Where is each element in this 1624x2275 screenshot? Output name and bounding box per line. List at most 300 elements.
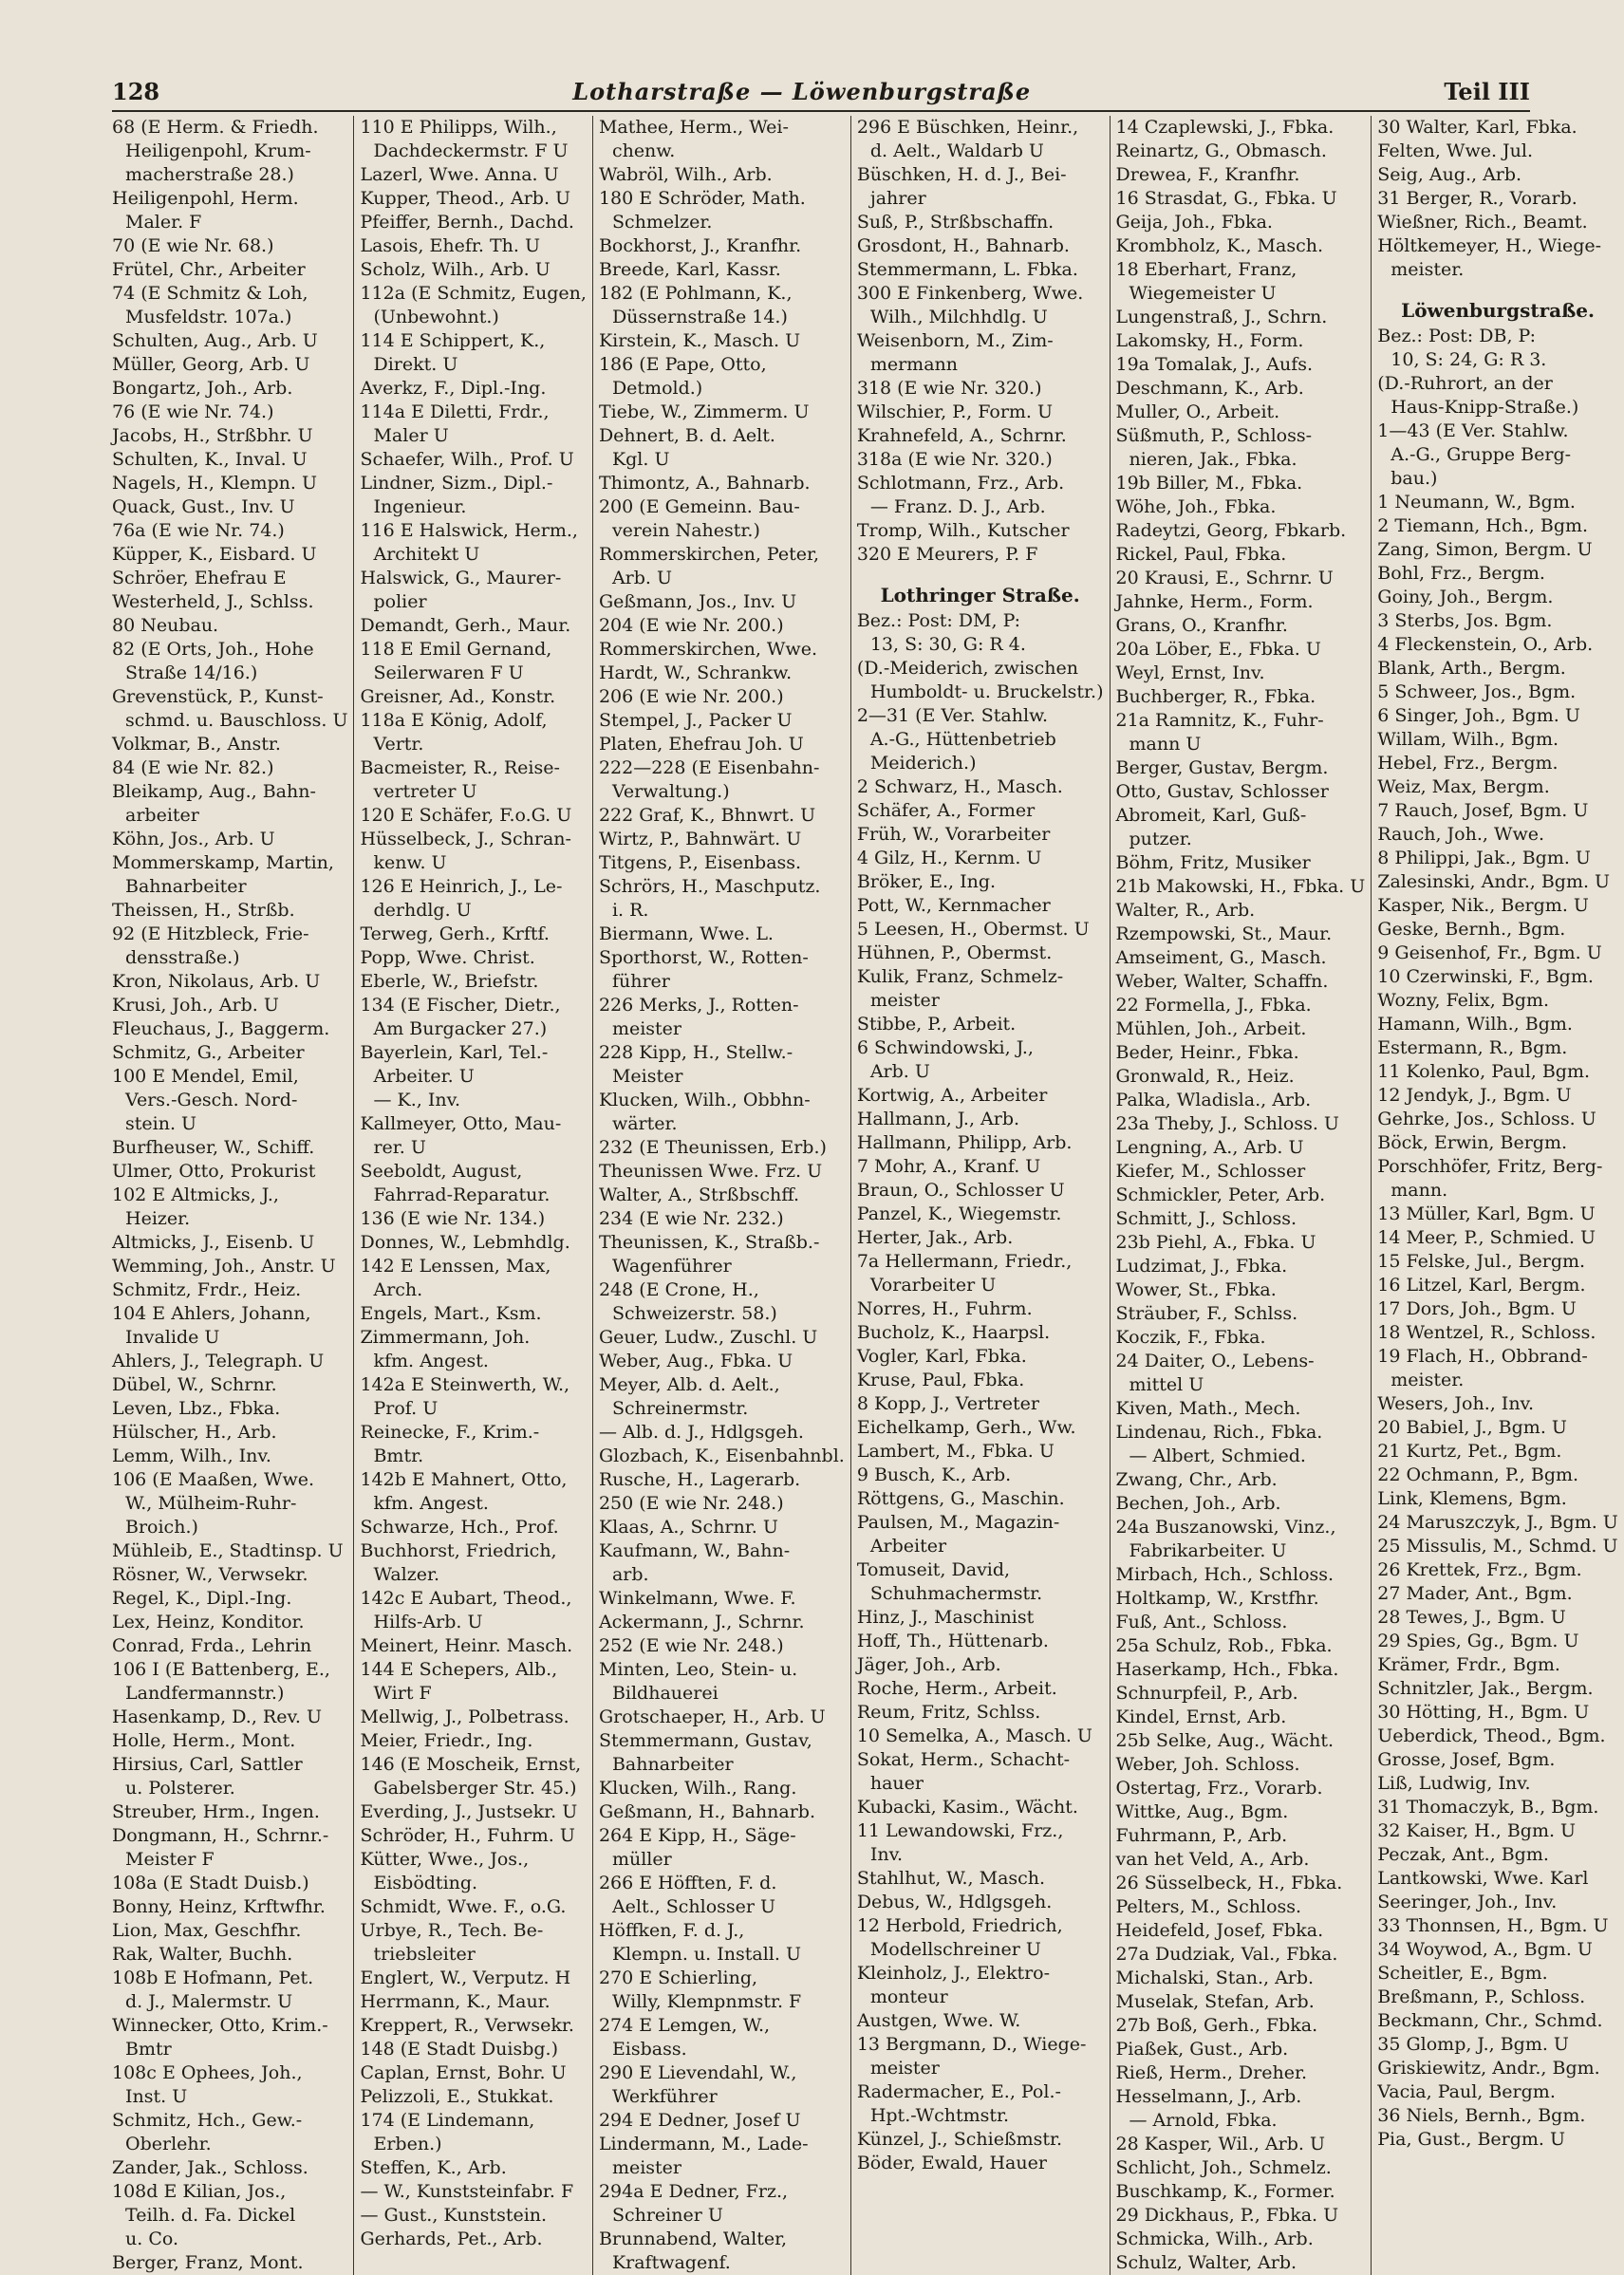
directory-entry: Bechen, Joh., Arb. <box>1115 1493 1281 1514</box>
directory-entry: hauer <box>869 1773 924 1794</box>
directory-entry: Walzer. <box>373 1564 440 1585</box>
directory-entry: Arch. <box>373 1279 423 1300</box>
directory-entry: Reinecke, F., Krim.- <box>360 1422 540 1443</box>
directory-entry: Schnitzler, Jak., Bergm. <box>1377 1678 1594 1699</box>
directory-entry: Thimontz, A., Bahnarb. <box>598 473 811 494</box>
directory-entry: 25a Schulz, Rob., Fbka. <box>1115 1635 1333 1656</box>
directory-entry: führer <box>611 971 670 992</box>
directory-entry: Ingenieur. <box>373 496 467 517</box>
directory-entry: 112a (E Schmitz, Eugen, <box>360 283 587 304</box>
directory-entry: Schröer, Ehefrau E <box>112 568 287 588</box>
directory-entry: Erben.) <box>373 2134 442 2154</box>
directory-entry: arbeiter <box>125 805 199 826</box>
directory-entry: 228 Kipp, H., Stellw.- <box>598 1042 793 1063</box>
directory-entry: nieren, Jak., Fbka. <box>1129 449 1297 470</box>
directory-entry: Breßmann, P., Schloss. <box>1377 1986 1586 2007</box>
directory-entry: 92 (E Hitzbleck, Frie- <box>112 923 309 944</box>
directory-entry: Weber, Joh. Schloss. <box>1115 1754 1300 1775</box>
directory-entry: Nagels, H., Klempn. U <box>112 473 317 494</box>
directory-entry: 27a Dudziak, Val., Fbka. <box>1115 1944 1338 1965</box>
directory-entry: Reum, Fritz, Schlss. <box>856 1702 1041 1723</box>
directory-entry: Schweizerstr. 58.) <box>611 1303 777 1324</box>
directory-entry: meister <box>611 1018 681 1039</box>
directory-entry: Seeboldt, August, <box>360 1161 523 1182</box>
directory-entry: Heiligenpohl, Herm. <box>112 188 299 209</box>
directory-entry: 8 Philippi, Jak., Bgm. U <box>1377 848 1591 868</box>
directory-entry: Bockhorst, J., Kranfhr. <box>598 235 802 256</box>
directory-entry: Buchberger, R., Fbka. <box>1115 686 1316 707</box>
directory-entry: Bmtr. <box>373 1445 424 1466</box>
part-label: Teil III <box>1444 77 1530 105</box>
directory-entry: 35 Glomp, J., Bgm. U <box>1377 2034 1569 2055</box>
directory-entry: Peczak, Ant., Bgm. <box>1377 1844 1549 1865</box>
directory-entry: Bongartz, Joh., Arb. <box>112 378 293 399</box>
directory-entry: 206 (E wie Nr. 200.) <box>598 686 784 707</box>
directory-entry: Wozny, Felix, Bgm. <box>1377 990 1549 1011</box>
directory-entry: Oberlehr. <box>125 2134 212 2154</box>
directory-entry: 9 Busch, K., Arb. <box>856 1464 1012 1485</box>
directory-entry: Berger, Gustav, Bergm. <box>1115 757 1329 778</box>
directory-entry: Braun, O., Schlosser U <box>856 1180 1065 1201</box>
directory-entry: 264 E Kipp, H., Säge- <box>598 1825 796 1846</box>
directory-entry: 4 Gilz, H., Kernm. U <box>856 848 1042 868</box>
directory-entry: Verwaltung.) <box>611 781 730 802</box>
directory-entry: Deschmann, K., Arb. <box>1115 378 1304 399</box>
directory-entry: Arb. U <box>869 1061 930 1082</box>
directory-entry: 25b Selke, Aug., Wächt. <box>1115 1730 1335 1751</box>
directory-entry: 14 Czaplewski, J., Fbka. <box>1115 117 1335 138</box>
directory-entry: Blank, Arth., Bergm. <box>1377 658 1566 679</box>
directory-entry: jahrer <box>869 188 926 209</box>
directory-entry: 222 Graf, K., Bhnwrt. U <box>598 805 816 826</box>
directory-entry: Wirtz, P., Bahnwärt. U <box>598 829 802 849</box>
directory-entry: Scholz, Wilh., Arb. U <box>360 259 551 280</box>
directory-entry: Gerhards, Pet., Arb. <box>360 2228 543 2249</box>
directory-entry: Meyer, Alb. d. Aelt., <box>598 1374 780 1395</box>
directory-entry: Hasenkamp, D., Rev. U <box>112 1706 323 1727</box>
directory-entry: Wesers, Joh., Inv. <box>1377 1393 1535 1414</box>
directory-entry: Architekt U <box>373 544 480 565</box>
directory-entry: Berger, Franz, Mont. <box>112 2252 304 2273</box>
directory-entry: Estermann, R., Bgm. <box>1377 1037 1568 1058</box>
directory-entry: Lindner, Sizm., Dipl.- <box>360 473 553 494</box>
directory-entry: mittel U <box>1129 1374 1204 1395</box>
directory-entry: meister <box>869 990 940 1011</box>
directory-entry: Weber, Aug., Fbka. U <box>598 1351 793 1371</box>
directory-entry: Kraftwagenf. <box>611 2252 731 2273</box>
directory-entry: 12 Jendyk, J., Bgm. U <box>1377 1085 1572 1106</box>
directory-entry: Rommerskirchen, Peter, <box>598 544 819 565</box>
directory-entry: Böck, Erwin, Bergm. <box>1377 1132 1568 1153</box>
directory-entry: Klaas, A., Schrnr. U <box>598 1517 778 1538</box>
directory-entry: Maler U <box>373 425 449 446</box>
directory-entry: Kirstein, K., Masch. U <box>598 330 801 351</box>
directory-entry: Hilfs-Arb. U <box>373 1612 483 1632</box>
directory-entry: Fuß, Ant., Schloss. <box>1115 1612 1288 1632</box>
directory-entry: Bleikamp, Aug., Bahn- <box>112 781 316 802</box>
directory-entry: 11 Kolenko, Paul, Bgm. <box>1377 1061 1591 1082</box>
directory-entry: Jacobs, H., Strßbhr. U <box>112 425 313 446</box>
directory-entry: Wiegemeister U <box>1129 283 1277 304</box>
directory-entry: Kiefer, M., Schlosser <box>1115 1161 1306 1182</box>
directory-entry: Holtkamp, W., Krstfhr. <box>1115 1588 1319 1609</box>
directory-entry: Eichelkamp, Gerh., Ww. <box>856 1417 1076 1438</box>
directory-entry: 23a Theby, J., Schloss. U <box>1115 1113 1339 1134</box>
directory-entry: Höltkemeyer, H., Wiege- <box>1377 235 1602 256</box>
directory-entry: Theunissen Wwe. Frz. U <box>598 1161 823 1182</box>
directory-entry: mermann <box>869 354 958 375</box>
directory-entry: van het Veld, A., Arb. <box>1115 1849 1310 1870</box>
directory-entry: Geuer, Ludw., Zuschl. U <box>598 1327 818 1348</box>
directory-entry: Pelters, M., Schloss. <box>1115 1896 1302 1917</box>
directory-entry: 118a E König, Adolf, <box>360 710 548 731</box>
directory-entry: monteur <box>869 1986 948 2007</box>
directory-entry: Sokat, Herm., Schacht- <box>856 1749 1071 1770</box>
directory-entry: Fahrrad-Reparatur. <box>373 1184 551 1205</box>
directory-entry: mann. <box>1391 1180 1448 1201</box>
directory-entry: Meier, Friedr., Ing. <box>360 1730 533 1751</box>
directory-entry: Prof. U <box>373 1398 439 1419</box>
directory-entry: Böder, Ewald, Hauer <box>856 2153 1047 2173</box>
directory-entry: Müller, Georg, Arb. U <box>112 354 310 375</box>
directory-entry: Herter, Jak., Arb. <box>856 1227 1014 1248</box>
directory-entry: 320 E Meurers, P. F <box>856 544 1038 565</box>
directory-entry: Pfeiffer, Bernh., Dachd. <box>360 212 574 233</box>
directory-entry: derhdlg. U <box>373 900 472 921</box>
section-heading: Löwenburgstraße. <box>1401 299 1595 322</box>
directory-entry: Radeytzi, Georg, Fbkarb. <box>1115 520 1347 541</box>
directory-entry: Arbeiter. U <box>373 1066 475 1087</box>
directory-entry: Am Burgacker 27.) <box>373 1018 548 1039</box>
directory-entry: 27 Mader, Ant., Bgm. <box>1377 1583 1573 1604</box>
directory-entry: Schmidt, Wwe. F., o.G. <box>360 1896 567 1917</box>
directory-entry: 22 Formella, J., Fbka. <box>1115 995 1312 1016</box>
directory-entry: — Alb. d. J., Hdlgsgeh. <box>598 1422 804 1443</box>
directory-entry: Schmitz, G., Arbeiter <box>112 1042 305 1063</box>
directory-entry: Beckmann, Chr., Schmd. <box>1377 2010 1603 2031</box>
directory-entry: 19a Tomalak, J., Aufs. <box>1115 354 1314 375</box>
directory-entry: Wießner, Rich., Beamt. <box>1377 212 1588 233</box>
directory-entry: (D.-Meiderich, zwischen <box>856 658 1079 679</box>
directory-entry: Hebel, Frz., Bergm. <box>1377 753 1559 774</box>
directory-entry: Mühleib, E., Stadtinsp. U <box>112 1540 344 1561</box>
directory-entry: Kupper, Theod., Arb. U <box>360 188 571 209</box>
directory-entry: 76 (E wie Nr. 74.) <box>112 401 274 422</box>
directory-entry: 16 Litzel, Karl, Bergm. <box>1377 1275 1586 1296</box>
directory-entry: meister. <box>1391 1370 1465 1390</box>
directory-entry: Pia, Gust., Bergm. U <box>1377 2129 1566 2150</box>
section-heading: Lothringer Straße. <box>880 584 1080 606</box>
directory-entry: Kulik, Franz, Schmelz- <box>856 966 1064 987</box>
directory-entry: Krahnefeld, A., Schrnr. <box>856 425 1067 446</box>
directory-entry: Reinartz, G., Obmasch. <box>1115 140 1327 161</box>
directory-entry: 29 Dickhaus, P., Fbka. U <box>1115 2205 1339 2226</box>
directory-entry: Walter, A., Strßbschff. <box>598 1184 800 1205</box>
directory-entry: Everding, J., Justsekr. U <box>360 1801 578 1822</box>
directory-entry: 294a E Dedner, Frz., <box>598 2181 789 2202</box>
directory-entry: 21b Makowski, H., Fbka. U <box>1115 876 1366 897</box>
directory-entry: 23b Piehl, A., Fbka. U <box>1115 1232 1316 1253</box>
directory-entry: 10, S: 24, G: R 3. <box>1391 349 1547 370</box>
directory-entry: Schäfer, A., Former <box>856 800 1036 821</box>
directory-entry: Kortwig, A., Arbeiter <box>856 1085 1048 1106</box>
directory-entry: 10 Semelka, A., Masch. U <box>856 1725 1092 1746</box>
directory-entry: Halswick, G., Maurer- <box>360 568 562 588</box>
directory-entry: Straße 14/16.) <box>125 662 258 683</box>
directory-entry: i. R. <box>611 900 649 921</box>
directory-entry: Ahlers, J., Telegraph. U <box>112 1351 325 1371</box>
directory-entry: 13, S: 30, G: R 4. <box>869 634 1026 655</box>
directory-entry: Detmold.) <box>611 378 703 399</box>
directory-entry: Kgl. U <box>611 449 670 470</box>
directory-entry: Brunnabend, Walter, <box>598 2228 788 2249</box>
column-1 <box>106 116 354 2275</box>
directory-entry: 18 Wentzel, R., Schloss. <box>1377 1322 1596 1343</box>
directory-entry: Landfermannstr.) <box>125 1683 285 1704</box>
directory-entry: Seig, Aug., Arb. <box>1377 164 1522 185</box>
directory-entry: 248 (E Crone, H., <box>598 1279 759 1300</box>
directory-entry: W., Mülheim-Ruhr- <box>125 1493 297 1514</box>
page-header <box>112 72 1530 112</box>
directory-entry: Weyl, Ernst, Inv. <box>1115 662 1265 683</box>
directory-entry: Kleinholz, J., Elektro- <box>856 1963 1051 1984</box>
directory-entry: Muller, O., Arbeit. <box>1115 401 1280 422</box>
directory-entry: Mühlen, Joh., Arbeit. <box>1115 1018 1307 1039</box>
directory-entry: Böhm, Fritz, Musiker <box>1115 852 1311 873</box>
directory-entry: Zimmermann, Joh. <box>360 1327 531 1348</box>
directory-entry: Meiderich.) <box>869 753 977 774</box>
directory-entry: Sträuber, F., Schlss. <box>1115 1303 1298 1324</box>
directory-entry: Grevenstück, P., Kunst- <box>112 686 324 707</box>
directory-entry: Austgen, Wwe. W. <box>856 2010 1021 2031</box>
directory-entry: 300 E Finkenberg, Wwe. <box>856 283 1084 304</box>
directory-entry: 234 (E wie Nr. 232.) <box>598 1208 784 1229</box>
directory-entry: 146 (E Moscheik, Ernst, <box>360 1754 582 1775</box>
directory-entry: Schnurpfeil, P., Arb. <box>1115 1683 1298 1704</box>
directory-entry: Scheitler, E., Bgm. <box>1377 1963 1548 1984</box>
column-2 <box>354 116 592 2275</box>
directory-entry: Süßmuth, P., Schloss- <box>1115 425 1313 446</box>
directory-entry: kfm. Angest. <box>373 1351 489 1371</box>
directory-entry: — Gust., Kunststein. <box>360 2205 548 2226</box>
directory-entry: Klempn. u. Install. U <box>611 1944 801 1965</box>
directory-entry: 142b E Mahnert, Otto, <box>360 1469 568 1490</box>
directory-entry: Krusi, Joh., Arb. U <box>112 995 279 1016</box>
directory-entry: Amseiment, G., Masch. <box>1115 947 1327 968</box>
directory-entry: 186 (E Pape, Otto, <box>598 354 767 375</box>
directory-entry: Höffken, F. d. J., <box>598 1920 745 1941</box>
directory-entry: Bahnarbeiter <box>125 876 247 897</box>
directory-entry: Weisenborn, M., Zim- <box>856 330 1054 351</box>
directory-entry: 174 (E Lindemann, <box>360 2110 535 2131</box>
directory-entry: Werkführer <box>611 2086 718 2107</box>
directory-entry: Terweg, Gerh., Krftf. <box>360 923 550 944</box>
directory-entry: 14 Meer, P., Schmied. U <box>1377 1227 1596 1248</box>
directory-entry: Rickel, Paul, Fbka. <box>1115 544 1287 565</box>
directory-entry: 30 Walter, Karl, Fbka. <box>1377 117 1577 138</box>
directory-entry: Koczik, F., Fbka. <box>1115 1327 1266 1348</box>
directory-entry: 5 Leesen, H., Obermst. U <box>856 919 1090 940</box>
directory-entry: A.-G., Gruppe Berg- <box>1391 444 1572 465</box>
directory-entry: Herrmann, K., Maur. <box>360 1991 551 2012</box>
directory-entry: Hallmann, Philipp, Arb. <box>856 1132 1073 1153</box>
directory-entry: Schröder, H., Fuhrm. U <box>360 1825 575 1846</box>
directory-entry: 7a Hellermann, Friedr., <box>856 1251 1073 1272</box>
directory-entry: Kasper, Nik., Bergm. U <box>1377 895 1589 916</box>
directory-entry: 31 Berger, R., Vorarb. <box>1377 188 1577 209</box>
directory-entry: Rusche, H., Lagerarb. <box>598 1469 801 1490</box>
directory-entry: Liß, Ludwig, Inv. <box>1377 1773 1531 1794</box>
directory-entry: Rauch, Joh., Wwe. <box>1377 824 1545 845</box>
directory-entry: Willam, Wilh., Bgm. <box>1377 729 1559 750</box>
directory-entry: Ueberdick, Theod., Bgm. <box>1377 1725 1606 1746</box>
directory-entry: 68 (E Herm. & Friedh. <box>112 117 319 138</box>
directory-entry: polier <box>373 591 427 612</box>
directory-entry: 24 Maruszczyk, J., Bgm. U <box>1377 1512 1618 1533</box>
directory-entry: 6 Singer, Joh., Bgm. U <box>1377 705 1580 726</box>
directory-entry: Lakomsky, H., Form. <box>1115 330 1304 351</box>
directory-entry: Küpper, K., Eisbard. U <box>112 544 317 565</box>
directory-entry: Seilerwaren F U <box>373 662 524 683</box>
directory-entry: Vertr. <box>373 734 424 755</box>
directory-entry: 114 E Schippert, K., <box>360 330 546 351</box>
directory-entry: Urbye, R., Tech. Be- <box>360 1920 544 1941</box>
directory-entry: Kiven, Math., Mech. <box>1115 1398 1301 1419</box>
directory-entry: meister. <box>1391 259 1465 280</box>
directory-entry: Klucken, Wilh., Obbhn- <box>598 1090 811 1110</box>
directory-entry: 7 Mohr, A., Kranf. U <box>856 1156 1041 1177</box>
directory-entry: Meister <box>611 1066 683 1087</box>
directory-entry: Grosdont, H., Bahnarb. <box>856 235 1070 256</box>
directory-entry: Norres, H., Fuhrm. <box>856 1298 1033 1319</box>
directory-entry: Inst. U <box>125 2086 188 2107</box>
directory-entry: Zalesinski, Andr., Bgm. U <box>1377 871 1611 892</box>
directory-entry: 20 Krausi, E., Schrnr. U <box>1115 568 1334 588</box>
directory-entry: 26 Süsselbeck, H., Fbka. <box>1115 1873 1343 1893</box>
directory-entry: Fabrikarbeiter. U <box>1129 1540 1287 1561</box>
directory-entry: 142 E Lenssen, Max, <box>360 1256 551 1277</box>
directory-entry: putzer. <box>1129 829 1192 849</box>
directory-entry: Hesselmann, J., Arb. <box>1115 2086 1302 2107</box>
directory-entry: Stemmermann, L. Fbka. <box>856 259 1078 280</box>
directory-entry: Lazerl, Wwe. Anna. U <box>360 164 559 185</box>
directory-entry: 82 (E Orts, Joh., Hohe <box>112 639 314 660</box>
directory-entry: 290 E Lievendahl, W., <box>598 2062 797 2083</box>
directory-entry: Schulten, Aug., Arb. U <box>112 330 318 351</box>
directory-entry: Biermann, Wwe. L. <box>598 923 774 944</box>
directory-entry: (Unbewohnt.) <box>373 307 499 327</box>
directory-entry: Zwang, Chr., Arb. <box>1115 1469 1278 1490</box>
directory-entry: Schmitt, J., Schloss. <box>1115 1208 1297 1229</box>
directory-entry: (D.-Ruhrort, an der <box>1377 373 1553 394</box>
directory-entry: Fuhrmann, P., Arb. <box>1115 1825 1288 1846</box>
directory-entry: 102 E Altmicks, J., <box>112 1184 279 1205</box>
directory-entry: Wittke, Aug., Bgm. <box>1115 1801 1289 1822</box>
directory-entry: Bacmeister, R., Reise- <box>360 757 560 778</box>
directory-entry: Hardt, W., Schrankw. <box>598 662 793 683</box>
directory-entry: Wilschier, P., Form. U <box>856 401 1054 422</box>
directory-entry: Grosse, Josef, Bgm. <box>1377 1749 1556 1770</box>
directory-entry: Eisbödting. <box>373 1873 478 1893</box>
directory-entry: densstraße.) <box>125 947 240 968</box>
directory-entry: Schlicht, Joh., Schmelz. <box>1115 2157 1332 2178</box>
directory-entry: Zander, Jak., Schloss. <box>112 2157 308 2178</box>
directory-entry: 142c E Aubart, Theod., <box>360 1588 572 1609</box>
directory-entry: Schreiner U <box>611 2205 723 2226</box>
directory-entry: Wabröl, Wilh., Arb. <box>598 164 773 185</box>
directory-entry: Kallmeyer, Otto, Mau- <box>360 1113 562 1134</box>
directory-entry: 24 Daiter, O., Lebens- <box>1115 1351 1315 1371</box>
column-3 <box>593 116 851 2275</box>
page-number: 128 <box>112 77 160 105</box>
columns-container <box>106 116 1618 2273</box>
directory-entry: Geßmann, H., Bahnarb. <box>598 1801 816 1822</box>
directory-entry: Modellschreiner U <box>869 1939 1041 1960</box>
page-title: Lotharstraße — Löwenburgstraße <box>572 77 1032 105</box>
directory-entry: mann U <box>1129 734 1202 755</box>
directory-entry: Eberle, W., Briefstr. <box>360 971 539 992</box>
directory-entry: Lindermann, M., Lade- <box>598 2134 809 2154</box>
directory-entry: Bez.: Post: DB, P: <box>1377 326 1537 346</box>
directory-entry: 142a E Steinwerth, W., <box>360 1374 570 1395</box>
directory-entry: Radermacher, E., Pol.- <box>856 2081 1061 2102</box>
directory-entry: Suß, P., Strßbschaffn. <box>856 212 1055 233</box>
directory-entry: stein. U <box>125 1113 197 1134</box>
directory-entry: Lungenstraß, J., Schrn. <box>1115 307 1328 327</box>
directory-entry: Stahlhut, W., Masch. <box>856 1868 1046 1889</box>
directory-entry: Debus, W., Hdlgsgeh. <box>856 1892 1053 1912</box>
directory-entry: Früh, W., Vorarbeiter <box>856 824 1051 845</box>
directory-entry: 232 (E Theunissen, Erb.) <box>598 1137 827 1158</box>
directory-entry: Hüsselbeck, J., Schran- <box>360 829 571 849</box>
directory-entry: 9 Geisenhof, Fr., Bgm. U <box>1377 942 1602 963</box>
directory-entry: Frütel, Chr., Arbeiter <box>112 259 306 280</box>
directory-entry: Gehrke, Jos., Schloss. U <box>1377 1109 1596 1129</box>
directory-entry: meister <box>869 2058 940 2079</box>
directory-entry: 19 Flach, H., Obbrand- <box>1377 1346 1588 1367</box>
directory-entry: Minten, Leo, Stein- u. <box>598 1659 798 1680</box>
directory-entry: arb. <box>611 1564 649 1585</box>
directory-entry: Averkz, F., Dipl.-Ing. <box>360 378 547 399</box>
directory-entry: 4 Fleckenstein, O., Arb. <box>1377 634 1594 655</box>
directory-entry: 21 Kurtz, Pet., Bgm. <box>1377 1441 1562 1462</box>
directory-entry: rer. U <box>373 1137 426 1158</box>
directory-entry: Palka, Wladisla., Arb. <box>1115 1090 1312 1110</box>
directory-entry: Kruse, Paul, Fbka. <box>856 1370 1025 1390</box>
directory-entry: 2—31 (E Ver. Stahlw. <box>856 705 1049 726</box>
column-5 <box>1111 116 1372 2275</box>
directory-entry: Dachdeckermstr. F U <box>373 140 569 161</box>
directory-entry: Geske, Bernh., Bgm. <box>1377 919 1566 940</box>
directory-entry: Wirt F <box>373 1683 432 1704</box>
directory-entry: Schulz, Walter, Arb. <box>1115 2252 1297 2273</box>
directory-entry: Piaßek, Gust., Arb. <box>1115 2039 1289 2060</box>
directory-entry: Tromp, Wilh., Kutscher <box>856 520 1070 541</box>
directory-entry: Hpt.-Wchtmstr. <box>869 2105 1010 2126</box>
directory-entry: kfm. Angest. <box>373 1493 489 1514</box>
directory-entry: Griskiewitz, Andr., Bgm. <box>1377 2058 1600 2079</box>
directory-entry: 76a (E wie Nr. 74.) <box>112 520 285 541</box>
directory-entry: Glozbach, K., Eisenbahnbl. <box>598 1445 845 1466</box>
directory-entry: Heidefeld, Josef, Fbka. <box>1115 1920 1324 1941</box>
column-6 <box>1372 116 1624 2275</box>
directory-entry: Paulsen, M., Magazin- <box>856 1512 1060 1533</box>
directory-entry: Tomuseit, David, <box>856 1559 1011 1580</box>
directory-entry: 104 E Ahlers, Johann, <box>112 1303 311 1324</box>
directory-entry: Schmickler, Peter, Arb. <box>1115 1184 1326 1205</box>
directory-entry: Bahnarbeiter <box>611 1754 734 1775</box>
directory-entry: Grotschaeper, H., Arb. U <box>598 1706 826 1727</box>
